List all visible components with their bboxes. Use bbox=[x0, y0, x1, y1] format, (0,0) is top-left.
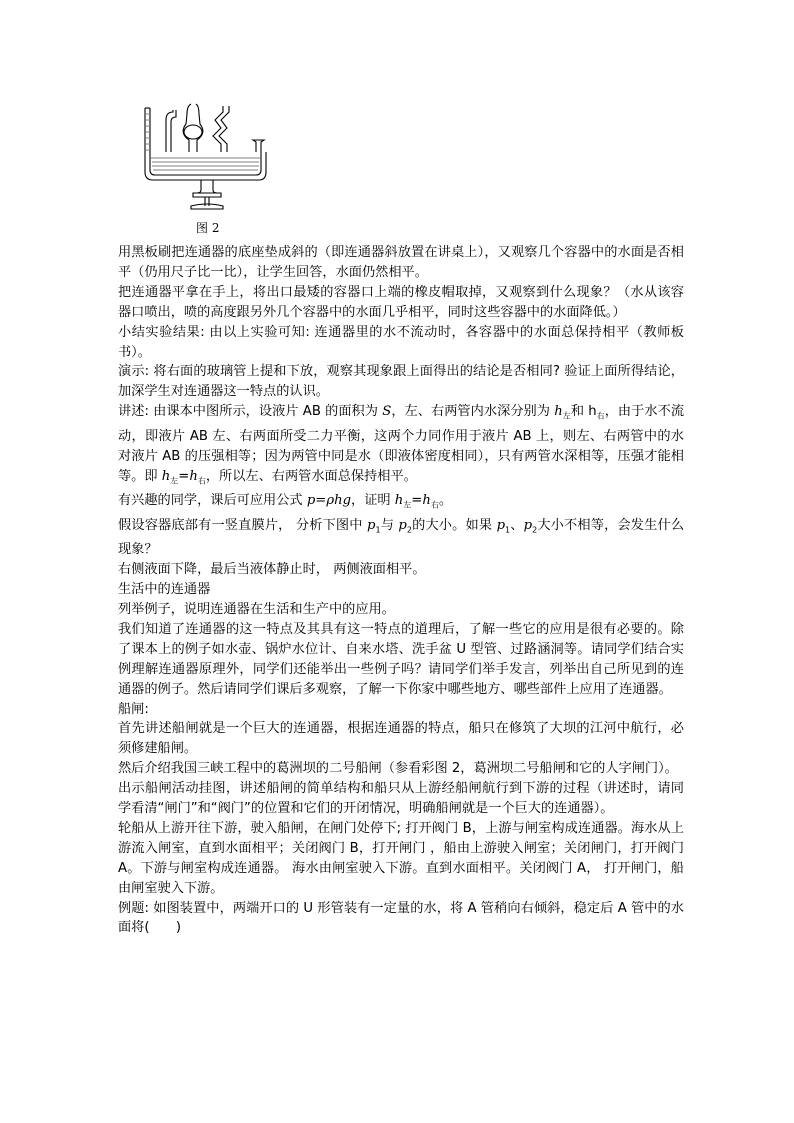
subscript: 1 bbox=[505, 525, 511, 535]
symbol-h: h bbox=[394, 493, 404, 509]
symbol-p: p bbox=[366, 517, 376, 533]
text: 有兴趣的同学，课后可应用公式 bbox=[118, 493, 307, 509]
paragraph-pressure bbox=[118, 402, 684, 491]
subscript: 左 bbox=[403, 500, 412, 510]
bulb-tube bbox=[183, 104, 191, 152]
subscript: 右 bbox=[596, 411, 605, 421]
symbol-h: h bbox=[422, 493, 431, 509]
text: 的大小。如果 bbox=[411, 517, 497, 533]
text: ，证明 bbox=[351, 493, 395, 509]
paragraph: 用黑板刷把连通器的底座垫成斜的（即连通器斜放置在讲桌上），又观察几个容器中的水面是否相平（仍用尺子比一比），让学生回答，水面仍然相平。 bbox=[118, 245, 684, 280]
paragraph: 小结实验结果: 由以上实验可知: 连通器里的水不流动时，各容器中的水面总保持相平（教师板书）。 bbox=[118, 324, 684, 360]
subscript: 2 bbox=[406, 525, 412, 535]
paragraph: 我们知道了连通器的这一特点及其具有这一特点的道理后，了解一些它的应用是很有必要的。除了课本上的例子如水壶、锅炉水位计、自来水塔、洗手盆 U 型管、过路涵洞等。请同学们结合实例理解连通器原理外，同学们还能举出一些例子吗？请同学们举手发言，列举出自己所见到的连通器的例子。然后请同学们课后多观察，了解一下你家中哪些地方、哪些部件上应用了连通器。 bbox=[118, 621, 684, 697]
paragraph: 演示: 将右面的玻璃管上提和下放，观察其现象跟上面得出的结论是否相同? 验证上面所得结论，加深学生对连通器这一特点的认识。 bbox=[118, 364, 684, 400]
subscript: 右 bbox=[430, 500, 439, 510]
stand bbox=[193, 180, 221, 193]
text: 、 bbox=[510, 517, 524, 533]
text: = bbox=[411, 493, 423, 509]
paragraph-membrane bbox=[118, 516, 684, 560]
subscript: 左 bbox=[170, 476, 179, 486]
right-tube bbox=[253, 140, 264, 152]
paragraph: 把连通器平拿在手上，将出口最矮的容器口上端的橡皮帽取掉，又观察到什么现象？（水从该容器口喷出，喷的高度跟另外几个容器中的水面几乎相平，同时这些容器中的水面降低。） bbox=[118, 284, 684, 320]
zigzag-tube bbox=[213, 106, 223, 152]
paragraph: 轮船从上游开往下游，驶入船闸，在闸门处停下; 打开阀门 B，上游与闸室构成连通器。海水从上游流入闸室，直到水面相平；关闭阀门 B，打开闸门 ，船由上游驶入闸室；关闭闸门，打开阀门 A。下游与闸室构成连通器。 海水由闸室驶入下游。直到水面相平。关闭阀门 A， 打开闸门，船由闸室驶入下游。 bbox=[118, 820, 684, 896]
symbol-h: h bbox=[189, 468, 198, 484]
section-heading: 生活中的连通器 bbox=[118, 582, 211, 598]
text: 。 bbox=[438, 493, 453, 509]
subscript: 左 bbox=[562, 411, 571, 421]
document-body bbox=[118, 243, 684, 938]
symbol-s: S bbox=[382, 404, 392, 420]
symbol-h: h bbox=[554, 404, 563, 420]
connected-vessels-figure bbox=[143, 100, 268, 215]
symbol-h: h bbox=[161, 468, 171, 484]
text: 和 h bbox=[570, 404, 597, 420]
paragraph: 然后介绍我国三峡工程中的葛洲坝的二号船闸（参看彩图 2，葛洲坝二号船闸和它的人字闸门）。 bbox=[118, 761, 678, 777]
text: 假设容器底部有一竖直膜片， 分析下图中 bbox=[118, 517, 367, 533]
text: ，所以左、右两管水面总保持相平。 bbox=[205, 468, 417, 484]
paragraph: 首先讲述船闸就是一个巨大的连通器，根据连通器的特点，船只在修筑了大坝的江河中航行，必须修建船闸。 bbox=[118, 721, 684, 757]
symbol-p: p bbox=[398, 517, 407, 533]
trough-outline bbox=[145, 108, 266, 180]
text: = bbox=[178, 468, 190, 484]
symbol-p: p bbox=[496, 517, 506, 533]
text: 大小不相等，会发生什么现象？ bbox=[118, 517, 685, 558]
text: ，由于水不流动，即液片 AB 左、右两面所受二力平衡，这两个力同作用于液片 AB 上，则左、右两管中的水对液片 AB 的压强相等；因为两管中同是水（即液体密度相同），只有两管水深相等，压强才能相等。即 bbox=[118, 404, 685, 484]
paragraph: 右侧液面下降，最后当液体静止时， 两侧液面相平。 bbox=[118, 562, 426, 578]
example-question: 例题: 如图装置中，两端开口的 U 形管装有一定量的水，将 A 管稍向右倾斜，稳定后 A 管中的水面将( ) bbox=[118, 900, 684, 936]
text: 讲述: 由课本中图所示，设液片 AB 的面积为 bbox=[118, 404, 383, 420]
text: ，左、右两管内水深分别为 bbox=[391, 404, 555, 420]
text: 与 bbox=[380, 517, 399, 533]
figure-caption: 图 2 bbox=[196, 221, 220, 235]
section-heading: 船闸: bbox=[118, 701, 149, 717]
subscript: 2 bbox=[532, 525, 538, 535]
symbol-p: p bbox=[523, 517, 533, 533]
paragraph-formula bbox=[118, 491, 684, 516]
paragraph: 列举例子，说明连通器在生活和生产中的应用。 bbox=[118, 601, 395, 617]
paragraph: 出示船闸活动挂图，讲述船闸的简单结构和船只从上游经船闸航行到下游的过程（讲述时，请同学看清“闸门”和“阀门”的位置和它们的开闭情况，明确船闸就是一个巨大的连通器）。 bbox=[118, 781, 684, 817]
formula: p=ρhg bbox=[306, 493, 352, 509]
subscript: 右 bbox=[197, 476, 206, 486]
subscript: 1 bbox=[375, 525, 381, 535]
